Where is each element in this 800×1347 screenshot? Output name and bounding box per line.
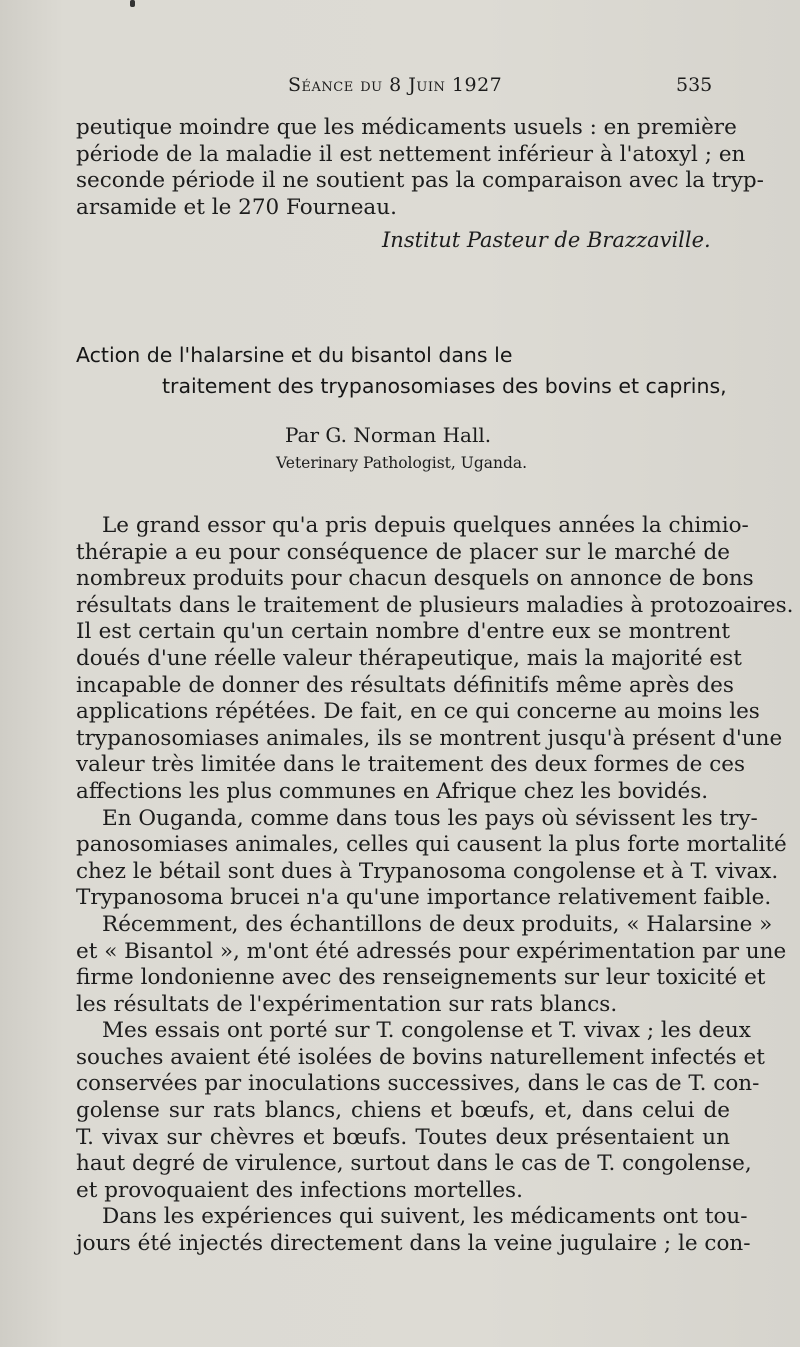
text-line: valeur très limitée dans le traitement des deux formes de ces bbox=[76, 752, 746, 778]
article-title bbox=[76, 340, 727, 402]
text-line: arsamide et le 270 Fourneau. bbox=[76, 194, 397, 220]
text-line: résultats dans le traitement de plusieurs maladies à protozoaires. bbox=[76, 592, 794, 618]
text-line: doués d'une réelle valeur thérapeutique, mais la majorité est bbox=[76, 645, 742, 671]
text-line: firme londonienne avec des renseignements sur leur toxicité et bbox=[76, 965, 766, 991]
speck-mark bbox=[130, 0, 135, 7]
text-line: Le grand essor qu'a pris depuis quelques années la chimio- bbox=[102, 513, 749, 538]
text-line: thérapie a eu pour conséquence de placer sur le marché de bbox=[76, 539, 730, 565]
text-line: incapable de donner des résultats définitifs même après des bbox=[76, 672, 734, 698]
text-line: haut degré de virulence, surtout dans le cas de T. congolense, bbox=[76, 1151, 752, 1177]
text-line: applications répétées. De fait, en ce qui concerne au moins les bbox=[76, 699, 760, 725]
text-line: seconde période il ne soutient pas la comparaison avec la tryp- bbox=[76, 168, 764, 194]
text-line: les résultats de l'expérimentation sur rats blancs. bbox=[76, 991, 618, 1017]
text-line: panosomiases animales, celles qui causent la plus forte mortalité bbox=[76, 832, 787, 858]
paragraph-continued bbox=[76, 115, 764, 221]
text-line: période de la maladie il est nettement inférieur à l'atoxyl ; en bbox=[76, 141, 746, 167]
article-body bbox=[76, 513, 794, 1258]
text-line: conservées par inoculations successives, dans le cas de T. con- bbox=[76, 1071, 760, 1097]
text-line: Il est certain qu'un certain nombre d'entre eux se montrent bbox=[76, 619, 730, 645]
text-line: Mes essais ont porté sur T. congolense et T. vivax ; les deux bbox=[102, 1018, 751, 1044]
text-line: peutique moindre que les médicaments usuels : en première bbox=[76, 115, 737, 140]
author-affiliation: Veterinary Pathologist, Uganda. bbox=[276, 454, 528, 472]
page-number: 535 bbox=[676, 74, 713, 96]
article-author: Par G. Norman Hall. bbox=[285, 423, 492, 447]
text-line: chez le bétail sont dues à Trypanosoma congolense et à T. vivax. bbox=[76, 858, 779, 884]
text-line: T. vivax sur chèvres et bœufs. Toutes deux présentaient un bbox=[76, 1124, 730, 1150]
institution-signature: Institut Pasteur de Brazzaville. bbox=[382, 228, 711, 252]
text-line: En Ouganda, comme dans tous les pays où sévissent les try- bbox=[102, 805, 758, 831]
text-line: nombreux produits pour chacun desquels on annonce de bons bbox=[76, 566, 754, 592]
title-line: Action de l'halarsine et du bisantol dans le bbox=[76, 343, 513, 367]
text-line: affections les plus communes en Afrique chez les bovidés. bbox=[76, 778, 709, 804]
text-line: jours été injectés directement dans la veine jugulaire ; le con- bbox=[76, 1231, 751, 1257]
text-line: golense sur rats blancs, chiens et bœufs, et, dans celui de bbox=[76, 1098, 730, 1124]
running-title: Séance du 8 Juin 1927 bbox=[288, 74, 503, 96]
text-line: Trypanosoma brucei n'a qu'une importance relativement faible. bbox=[76, 885, 772, 911]
text-line: trypanosomiases animales, ils se montrent jusqu'à présent d'une bbox=[76, 725, 783, 751]
text-line: et « Bisantol », m'ont été adressés pour expérimentation par une bbox=[76, 938, 787, 964]
text-line: et provoquaient des infections mortelles. bbox=[76, 1177, 523, 1203]
text-line: Dans les expériences qui suivent, les médicaments ont tou- bbox=[102, 1204, 748, 1230]
title-line: traitement des trypanosomiases des bovins et caprins, bbox=[162, 374, 727, 398]
text-line: Récemment, des échantillons de deux produits, « Halarsine » bbox=[102, 911, 773, 937]
text-line: souches avaient été isolées de bovins naturellement infectés et bbox=[76, 1044, 765, 1070]
page-header bbox=[0, 74, 800, 104]
